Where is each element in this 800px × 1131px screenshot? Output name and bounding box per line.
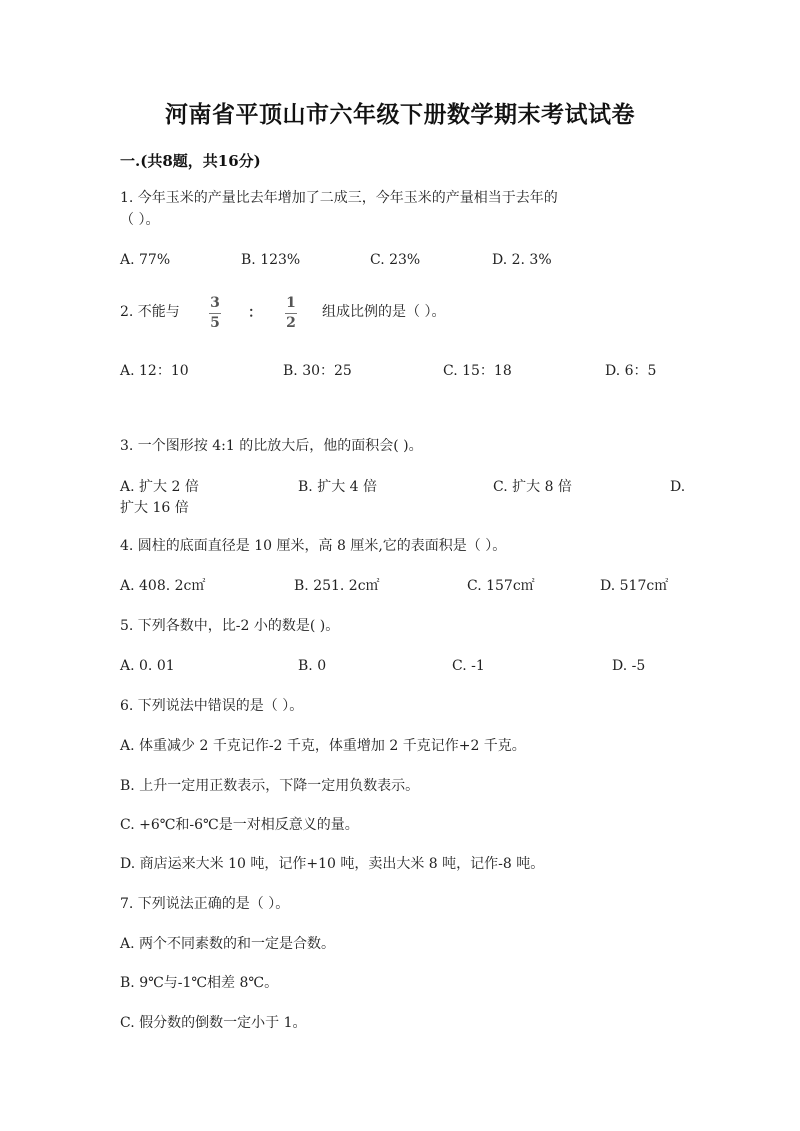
question-4-option-b: B. 251. 2c㎡ [294,578,380,594]
fraction-numerator: 1 [286,295,296,311]
question-6-option-b: B. 上升一定用正数表示，下降一定用负数表示。 [120,778,420,794]
fraction-one-half [285,295,297,332]
question-3-option-b: B. 扩大 4 倍 [298,479,377,495]
question-2-option-c: C. 15：18 [443,363,512,379]
fraction-numerator: 3 [210,295,220,311]
question-1-blank: （ ）。 [120,212,160,228]
question-3-option-c: C. 扩大 8 倍 [493,479,572,495]
question-4-option-d: D. 517c㎡ [600,578,669,594]
question-3-option-d-text: 扩大 16 倍 [120,500,189,516]
question-3-text: 3. 一个图形按 4:1 的比放大后，他的面积会( )。 [120,438,423,454]
question-5-option-b: B. 0 [298,658,327,674]
question-6-text: 6. 下列说法中错误的是（ ）。 [120,698,304,714]
ratio-colon: ： [248,305,262,321]
question-1-option-a: A. 77% [120,252,171,268]
question-4-option-c: C. 157c㎡ [467,578,535,594]
question-7-option-c: C. 假分数的倒数一定小于 1。 [120,1015,307,1031]
fraction-bar [209,313,221,314]
question-5-option-d: D. -5 [612,658,646,674]
fraction-denominator: 2 [286,315,296,331]
question-7-option-a: A. 两个不同素数的和一定是合数。 [120,936,336,952]
question-4-option-a: A. 408. 2c㎡ [120,578,206,594]
question-6-option-a: A. 体重减少 2 千克记作-2 千克，体重增加 2 千克记作+2 千克。 [120,738,526,754]
question-2-prefix: 2. 不能与 [120,304,180,320]
question-5-text: 5. 下列各数中，比-2 小的数是( )。 [120,618,340,634]
fraction-denominator: 5 [210,315,220,331]
question-6-option-c: C. +6℃和-6℃是一对相反意义的量。 [120,817,359,833]
question-7-option-b: B. 9℃与-1℃相差 8℃。 [120,975,279,991]
question-2-option-a: A. 12：10 [120,363,189,379]
question-6-option-d: D. 商店运来大米 10 吨，记作+10 吨，卖出大米 8 吨，记作-8 吨。 [120,856,545,872]
question-2-option-b: B. 30：25 [283,363,352,379]
fraction-bar [285,313,297,314]
question-1-option-b: B. 123% [241,252,301,268]
question-5-option-a: A. 0. 01 [120,658,175,674]
question-5-option-c: C. -1 [452,658,485,674]
question-2-suffix: 组成比例的是（ ）。 [322,304,446,320]
question-7-text: 7. 下列说法正确的是（ ）。 [120,896,290,912]
question-1-text: 1. 今年玉米的产量比去年增加了二成三，今年玉米的产量相当于去年的 [120,190,558,206]
question-2-option-d: D. 6：5 [605,363,657,379]
question-1-option-d: D. 2. 3% [492,252,552,268]
question-1-option-c: C. 23% [370,252,421,268]
page-title: 河南省平顶山市六年级下册数学期末考试试卷 [165,101,635,128]
fraction-three-fifths [209,295,221,332]
question-4-text: 4. 圆柱的底面直径是 10 厘米，高 8 厘米,它的表面积是（ ）。 [120,538,507,554]
question-3-option-a: A. 扩大 2 倍 [120,479,199,495]
section-heading: 一.(共8题，共16分) [120,152,261,170]
question-3-option-d: D. [670,479,686,495]
